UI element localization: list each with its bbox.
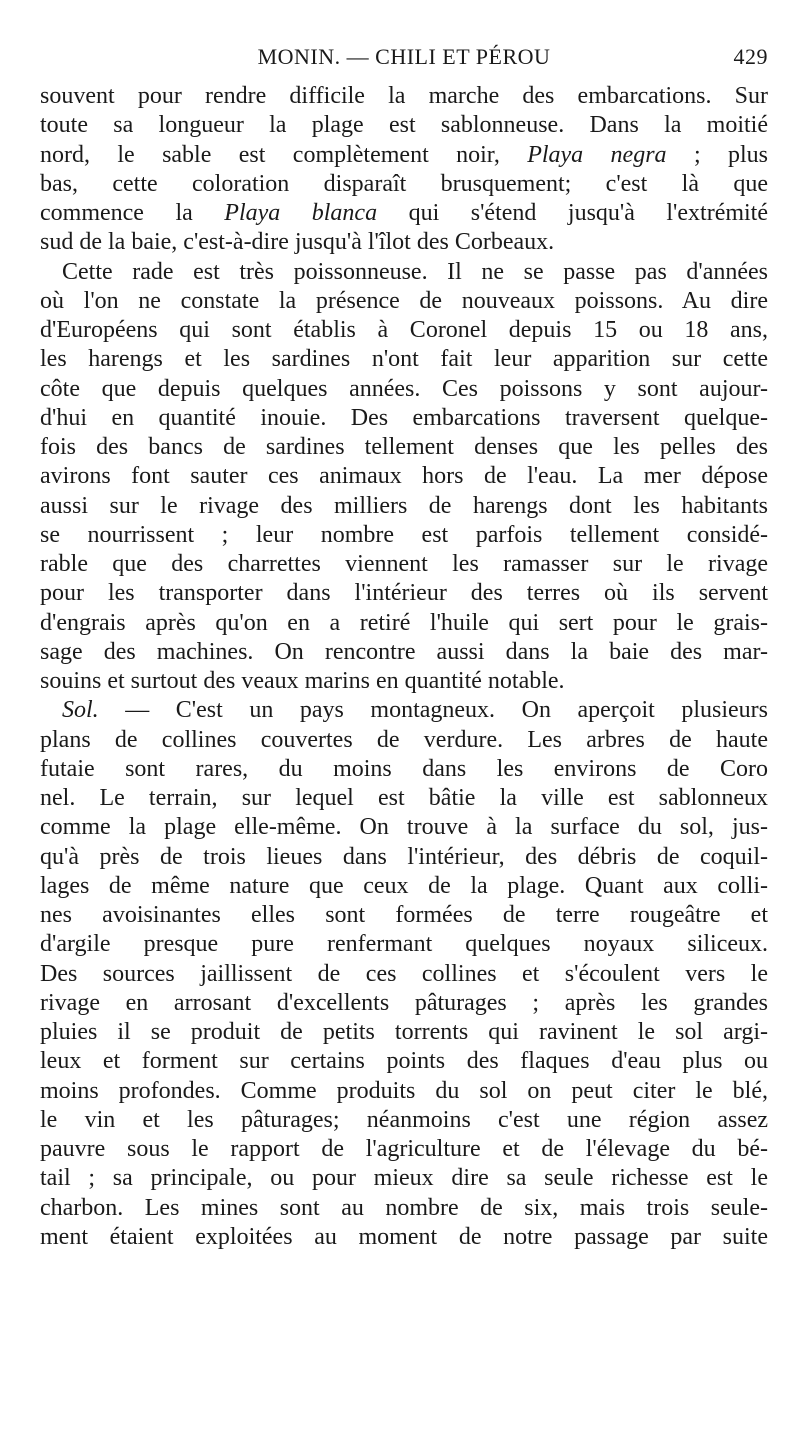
text-line: où l'on ne constate la présence de nouveaux poissons. Au dire — [40, 287, 768, 314]
text-line: bas, cette coloration disparaît brusquement; c'est là que — [40, 170, 768, 197]
page-number: 429 — [733, 44, 768, 69]
text-line: lages de même nature que ceux de la plage. Quant aux colli- — [40, 872, 768, 899]
text-line: d'hui en quantité inouie. Des embarcations traversent quelque- — [40, 404, 768, 431]
text-line: rivage en arrosant d'excellents pâturages ; après les grandes — [40, 989, 768, 1016]
text-line: moins profondes. Comme produits du sol on peut citer le blé, — [40, 1077, 768, 1104]
text-line: pauvre sous le rapport de l'agriculture et de l'élevage du bé- — [40, 1136, 768, 1162]
text-line: pluies il se produit de petits torrents qui ravinent le sol argi- — [40, 1019, 768, 1045]
text-line: d'engrais après qu'on en a retiré l'huile qui sert pour le grais- — [40, 609, 768, 636]
text-line: nes avoisinantes elles sont formées de terre rougeâtre et — [40, 902, 768, 928]
body-text — [40, 82, 768, 1252]
paragraph-start: Sol. — C'est un pays montagneux. On aperçoit plusieurs — [62, 697, 768, 724]
text-line: se nourrissent ; leur nombre est parfois tellement considé- — [40, 521, 768, 548]
text-line: commence la Playa blanca qui s'étend jusqu'à l'extrémité — [40, 200, 769, 226]
running-title: MONIN. — CHILI ET PÉROU — [257, 44, 551, 69]
text-line: futaie sont rares, du moins dans les environs de Coro — [40, 755, 768, 782]
text-line: charbon. Les mines sont au nombre de six, mais trois seule- — [40, 1194, 768, 1221]
text-line: nord, le sable est complètement noir, Playa negra ; plus — [40, 141, 768, 168]
text-line: rable que des charrettes viennent les ramasser sur le rivage — [40, 551, 768, 577]
text-line: fois des bancs de sardines tellement denses que les pelles des — [40, 434, 768, 460]
text-line: ment étaient exploitées au moment de notre passage par suite — [40, 1223, 768, 1250]
text-line: d'Européens qui sont établis à Coronel depuis 15 ou 18 ans, — [40, 317, 768, 343]
text-line: tail ; sa principale, ou pour mieux dire sa seule richesse est le — [40, 1165, 768, 1192]
text-line: qu'à près de trois lieues dans l'intérieur, des débris de coquil- — [40, 843, 768, 870]
paragraph-start: Cette rade est très poissonneuse. Il ne se passe pas d'années — [62, 258, 768, 285]
text-line: comme la plage elle-même. On trouve à la surface du sol, jus- — [40, 814, 768, 841]
text-line: Des sources jaillissent de ces collines et s'écoulent vers le — [40, 960, 768, 987]
text-line: les harengs et les sardines n'ont fait leur apparition sur cette — [40, 346, 768, 373]
text-line: pour les transporter dans l'intérieur des terres où ils servent — [40, 580, 768, 607]
text-line: sage des machines. On rencontre aussi dans la baie des mar- — [40, 638, 768, 665]
text-line: leux et forment sur certains points des flaques d'eau plus ou — [40, 1048, 768, 1075]
text-line: avirons font sauter ces animaux hors de l'eau. La mer dépose — [40, 463, 768, 490]
text-line: souins et surtout des veaux marins en quantité notable. — [40, 668, 565, 694]
text-line: côte que depuis quelques années. Ces poissons y sont aujour- — [40, 375, 768, 402]
text-line: toute sa longueur la plage est sablonneuse. Dans la moitié — [40, 112, 768, 139]
text-line: le vin et les pâturages; néanmoins c'est une région assez — [40, 1106, 768, 1133]
text-line: sud de la baie, c'est-à-dire jusqu'à l'îlot des Corbeaux. — [40, 229, 555, 256]
text-line: plans de collines couvertes de verdure. Les arbres de haute — [40, 726, 768, 753]
page-header — [40, 44, 768, 74]
text-line: d'argile presque pure renfermant quelques noyaux siliceux. — [40, 931, 768, 958]
text-line: nel. Le terrain, sur lequel est bâtie la ville est sablonneux — [40, 785, 768, 811]
text-line: aussi sur le rivage des milliers de harengs dont les habitants — [40, 492, 768, 519]
text-line: souvent pour rendre difficile la marche des embarcations. Sur — [40, 83, 768, 109]
